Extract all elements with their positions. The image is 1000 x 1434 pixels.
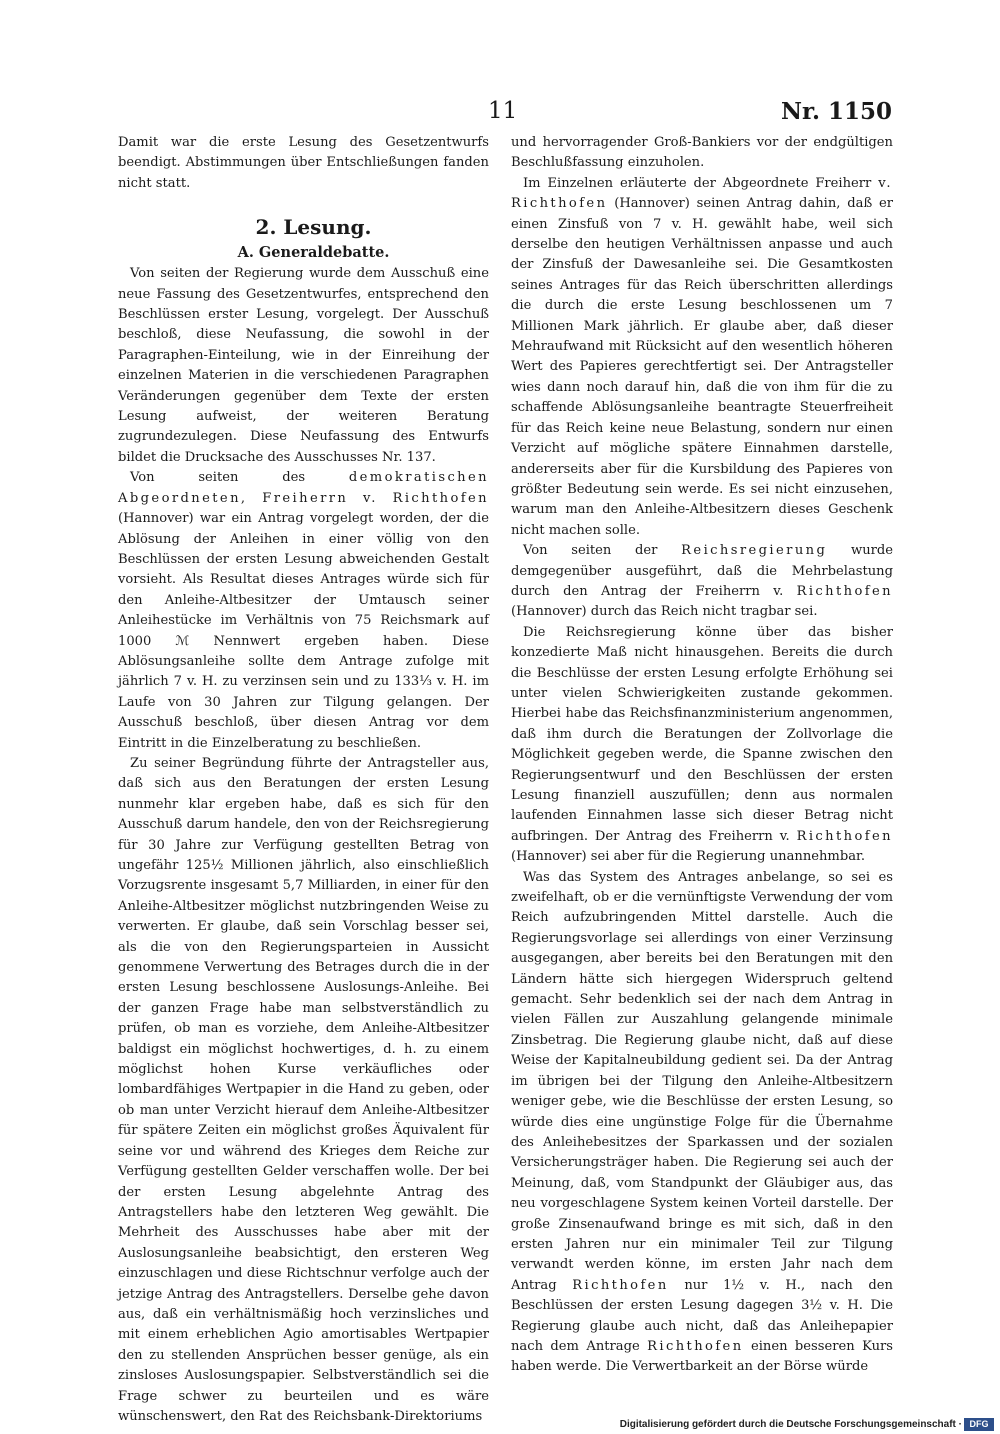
text-run: (Hannover) durch das Reich nicht tragbar sei. [511,604,818,620]
text-run: wurde demgegenüber ausgeführt, daß die Mehrbelastung durch den Antrag der Freiherrn v. [511,543,894,599]
text-run: Im Einzelnen erläuterte der Abgeordnete Freiherr [523,175,872,191]
paragraph: Zu seiner Begründung führte der Antragsteller aus, daß sich aus den Beratungen der ersten Lesung nunmehr klar ergeben habe, daß es sich für den Ausschuß darum handele, den von der Reichsregierung für 30 Jahre zur Verfügung gestellten Betrag von ungefähr 125½ Millionen jährlich, also einschließlich Vorzugsrente insgesamt 5,7 Milliarden, in einer für den Anleihe-Altbesitzer möglichst nutzbringenden Weise zu verwerten. Er glaube, daß sein Vorschlag besser sei, als die von den Regierungsparteien in Aussicht genommene Verwertung des Betrages durch die in der ersten Lesung beschlossene Auslosungs-Anleihe. Bei der ganzen Frage habe man selbstverständlich zu prüfen, ob man es vorziehe, dem Anleihe-Altbesitzer baldigst ein möglichst hochwertiges, d. h. zu einem möglichst hohen Kurse verkäufliches oder lombardfähiges Wertpapier in die Hand zu geben, oder ob man unter Verzicht hierauf dem Anleihe-Altbesitzer für spätere Zeiten ein möglichst großes Äquivalent für seine vor und während des Krieges dem Reiche zur Verfügung gestellten Gelder verschaffen wolle. Der bei der ersten Lesung abgelehnte Antrag des Antragstellers habe den letzteren Weg gewählt. Die Mehrheit des Ausschusses habe aber mit der Auslosungsanleihe beabsichtigt, den ersteren Weg einzuschlagen und diese Richtschnur verfolge auch der jetzige Antrag des Antragstellers. Derselbe gehe davon aus, daß ein verhältnismäßig hoch verzinsliches und mit einem erheblichen Agio amortisables Wertpapier den zu stellenden Ansprüchen besser genüge, als ein zinsloses Auslosungspapier. Selbstverständlich sei die Frage schwer zu beurteilen und es wäre wünschenswert, den Rat des Reichsbank-Direktoriums [118,755,489,1424]
text-run: (Hannover) sei aber für die Regierung unannehmbar. [511,849,866,865]
page-number: 11 [488,98,518,124]
footer [0,1417,1000,1434]
paragraph [511,623,893,868]
spaced-name: Richthofen [647,1338,744,1354]
paragraph: Damit war die erste Lesung des Gesetzentwurfs beendigt. Abstimmungen über Entschließungen fanden nicht statt. [118,135,489,191]
subsection-heading: A. Generaldebatte. [237,244,390,262]
text-run: nur 1½ v. H., nach den Beschlüssen der ersten Lesung dagegen 3½ v. H. Die Regierung glaube auch nicht, daß das Anleihepapier nach dem Antrage [511,1277,893,1354]
text-run: Was das System des Antrages anbelange, so sei es zweifelhaft, ob er die vernünftigste Verwendung der vom Reich aufzubringenden Mittel darstelle. Auch die Regierungsvorlage sei allerdings von einer Verzinsung ausgegangen, aber bereits bei den Beratungen mit den Ländern hätte sich hiergegen Widerspruch geltend gemacht. Sehr bedenklich sei der nach dem Antrag in vielen Fällen zur Auszahlung gelangende minimale Zinsbetrag. Die Regierung glaube nicht, daß auf diese Weise der Kapitalneubildung gedient sei. Da der Antrag im übrigen bei der Tilgung den Anleihe-Altbesitzern weniger gebe, wie die Beschlüsse der ersten Lesung, so würde dies eine ungünstige Folge für die Übernahme des Anleihebesitzes der Sparkassen und der sozialen Versicherungsträger haben. Die Regierung sei auch der Meinung, daß, vom Standpunkt der Gläubiger aus, das neu vorgeschlagene System keinen Vorteil darstelle. Der große Zinsenaufwand bringe es mit sich, daß in den ersten Jahren nur ein minimaler Teil zur Tilgung verwandt werden könne, im ersten Jahr nach dem Antrag [511,869,893,1293]
text-run: einen besseren Kurs haben werde. Die Verwertbarkeit an der Börse würde [511,1338,893,1375]
text-run: (Hannover) seinen Antrag dahin, daß er einen Zinsfuß von 7 v. H. gewählt habe, weil sich derselbe den heutigen Verhältnissen anpasse und auch der Zinsfuß der Dawesanleihe sei. Die Gesamtkosten seines Antrages für das Reich überschritten allerdings die durch die erste Lesung beschlossenen um 7 Millionen Mark jährlich. Er glaube aber, daß dieser Mehraufwand mit Rücksicht auf den wesentlich höheren Wert des Papieres gerechtfertigt sei. Der Antragsteller wies dann noch darauf hin, daß die von ihm für die zu schaffende Ablösungsanleihe beantragte Steuerfreiheit für das Reich keine neue Belastung, sondern nur einen Verzicht auf mögliche spätere Einnahmen darstelle, andererseits aber für die Kursbildung des Papieres von größter Bedeutung sein werde. Es sei nicht einzusehen, warum man den Anleihe-Altbesitzern dieses Geschenk nicht machen solle. [511,196,893,538]
spaced-name: Reichsregierung [681,543,828,559]
paragraph [511,174,893,541]
section-heading: 2. Lesung. [255,215,372,240]
spaced-name: Richthofen [796,828,893,844]
spaced-name: v. Richthofen [511,175,893,212]
dfg-logo: DFG [964,1418,994,1431]
text-run: (Hannover) war ein Antrag vorgelegt worden, der die Ablösung der Anleihen in einer völlig von den Beschlüssen der ersten Lesung abweichenden Gestalt vorsieht. Als Resultat dieses Antrages würde sich für den Anleihe-Altbesitzer der Umtausch seiner Anleihestücke im Verhältnis von 75 Reichsmark auf 1000 ℳ Nennwert ergeben haben. Diese Ablösungsanleihe sollte dem Antrage zufolge mit jährlich 7 v. H. zu verzinsen sein und zu 133⅓ v. H. im Laufe von 30 Jahren zur Tilgung gelangen. Der Ausschuß beschloß, über diesen Antrag vor dem Eintritt in die Einzelberatung zu beschließen. [118,511,489,751]
funding-notice: Digitalisierung gefördert durch die Deutsche Forschungsgemeinschaft · [619,1419,962,1430]
spaced-name: Richthofen [796,583,893,599]
left-column [118,133,489,1427]
text-run: Von seiten der [523,543,658,559]
text-run: Von seiten des [130,470,306,486]
document-number: Nr. 1150 [780,98,892,125]
paragraph [118,468,489,754]
paragraph [511,541,893,623]
spaced-name: Richthofen [572,1277,669,1293]
spaced-name: demokratischen Abgeordneten, Freiherrn v. Richthofen [118,470,489,506]
text-run: Die Reichsregierung könne über das bisher konzedierte Maß nicht hinausgehen. Bereits die durch die Beschlüsse der ersten Lesung erfolgte Erhöhung sei unter vielen Schwierigkeiten zustande gekommen. Hierbei habe das Reichsfinanzministerium angenommen, daß ihm durch die Beratungen der Zollvorlage die Möglichkeit gegeben werde, die Spanne zwischen den Regierungsentwurf und den Beschlüssen der ersten Lesung finanziell auszufüllen; denn aus normalen laufenden Einnahmen lasse sich dieser Betrag nicht aufbringen. Der Antrag des Freiherrn v. [511,624,893,844]
right-column [511,133,893,1378]
page-header [0,98,1000,128]
paragraph [511,868,893,1378]
paragraph: Von seiten der Regierung wurde dem Ausschuß eine neue Fassung des Gesetzentwurfes, entsprechend den Beschlüssen erster Lesung, vorgelegt. Der Ausschuß beschloß, diese Neufassung, die sowohl in der Paragraphen-Einteilung, wie in der Einreihung der einzelnen Materien in die verschiedenen Paragraphen Veränderungen gegenüber dem Texte der ersten Lesung aufweist, der weiteren Beratung zugrundezulegen. Diese Neufassung des Entwurfs bildet die Drucksache des Ausschusses Nr. 137. [118,266,489,465]
paragraph: und hervorragender Groß-Bankiers vor der endgültigen Beschlußfassung einzuholen. [511,135,893,171]
